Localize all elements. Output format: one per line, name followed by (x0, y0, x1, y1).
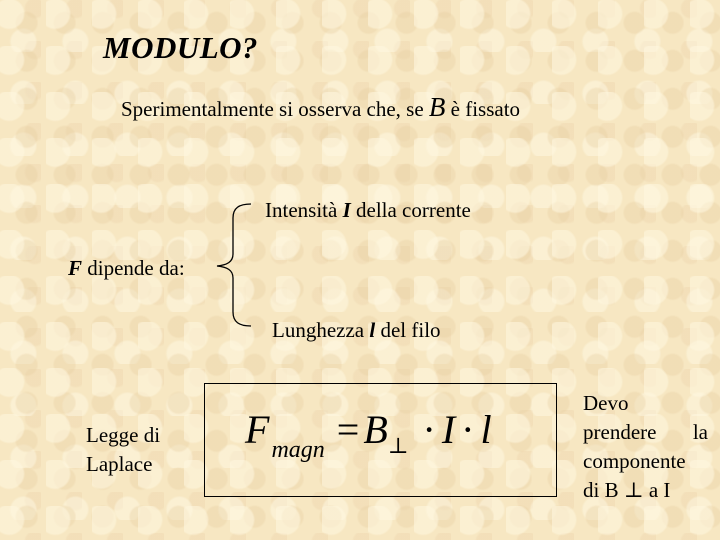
intro-suffix: è fissato (445, 97, 521, 121)
formula-equals: = (336, 407, 360, 452)
curly-brace-icon (213, 200, 253, 330)
side-note (583, 389, 708, 505)
dependence-text: dipende da: (82, 256, 185, 280)
dependence-label (68, 256, 185, 281)
intro-sentence (121, 92, 520, 123)
item-symbol: l (369, 318, 376, 342)
formula-subscript: magn (271, 437, 325, 463)
note-line2 (583, 418, 708, 447)
note-word: la (692, 420, 708, 444)
dependence-subject: F (68, 256, 83, 280)
formula-box (204, 383, 557, 497)
dependence-item-intensity (265, 198, 471, 223)
item-symbol: I (342, 198, 351, 222)
item-prefix: Intensità (265, 198, 343, 222)
law-label-line1: Legge di (86, 423, 161, 447)
note-line4: di B ⊥ a I (583, 478, 671, 502)
slide-title: MODULO? (103, 30, 259, 65)
note-word: prendere (583, 420, 657, 444)
intro-text: Sperimentalmente si osserva che, se (121, 97, 429, 121)
intro-symbol-b: B (428, 92, 446, 122)
note-line1: Devo (583, 391, 629, 415)
dependence-item-length (272, 318, 441, 343)
laplace-formula (245, 406, 492, 463)
formula-i: I (441, 407, 456, 452)
formula-b: B (363, 407, 388, 452)
law-label-line2: Laplace (86, 452, 153, 476)
perpendicular-icon: ⊥ (387, 433, 409, 458)
item-suffix: della corrente (350, 198, 471, 222)
formula-l: l (480, 407, 492, 452)
item-prefix: Lunghezza (272, 318, 370, 342)
law-label (86, 421, 186, 479)
formula-dot: · (422, 407, 436, 452)
note-line3: componente (583, 449, 686, 473)
formula-f: F (245, 407, 270, 452)
formula-dot: · (461, 407, 475, 452)
item-suffix: del filo (375, 318, 441, 342)
